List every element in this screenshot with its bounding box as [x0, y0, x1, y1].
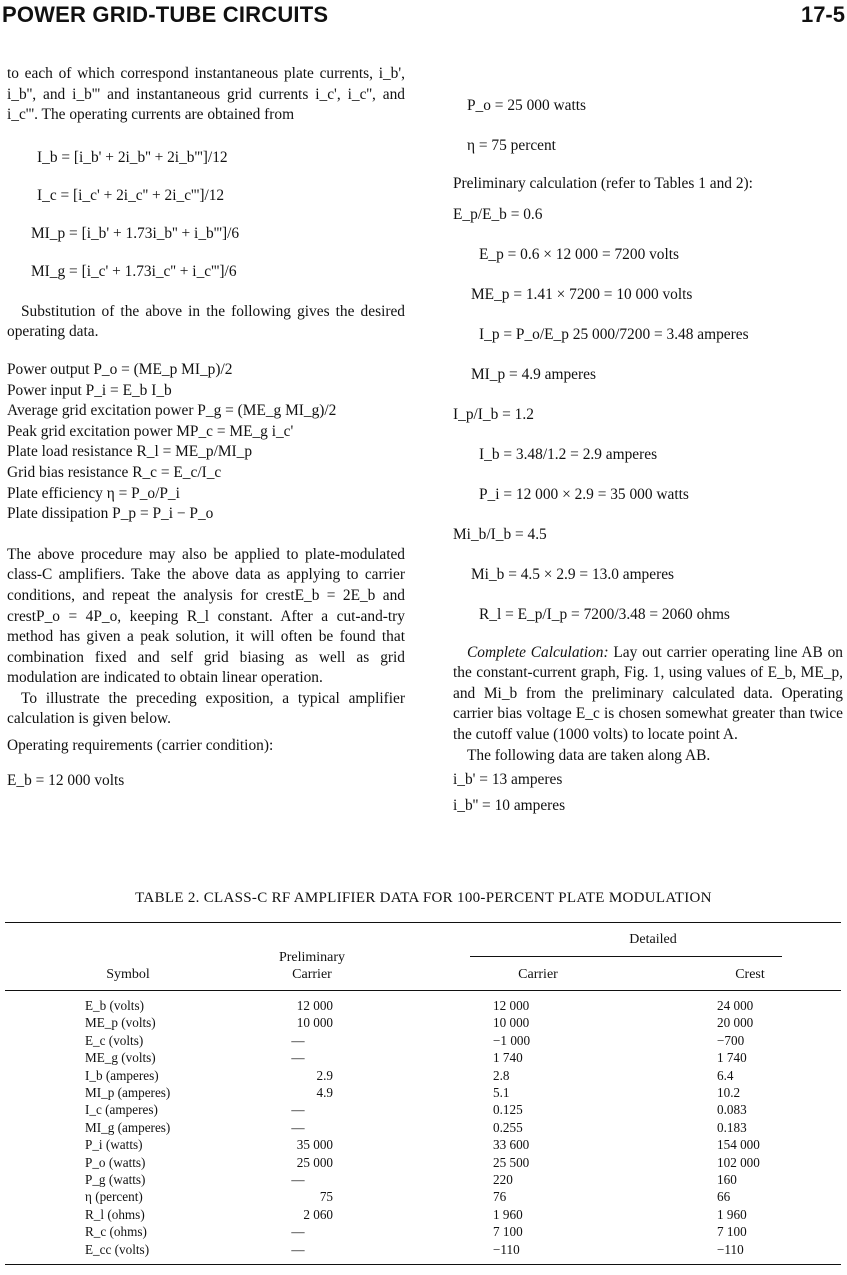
table-row	[5, 1137, 841, 1153]
cell-symbol: MI_p (amperes)	[85, 1085, 171, 1100]
equation-ib: I_b = [i_b' + 2i_b'' + 2i_b''']/12	[37, 148, 228, 166]
cell-symbol: η (percent)	[85, 1189, 143, 1205]
calc-mip: MI_p = 4.9 amperes	[471, 365, 596, 383]
cell-detailed-crest: 6.4	[717, 1067, 734, 1083]
cell-detailed-carrier: 1 960	[493, 1206, 523, 1222]
right-column	[453, 64, 843, 816]
header-detailed: Detailed	[629, 932, 677, 947]
cell-detailed-crest: 0.083	[717, 1102, 747, 1118]
cell-detailed-crest: 24 000	[717, 998, 754, 1013]
complete-calculation-paragraph	[453, 643, 843, 746]
cell-preliminary-carrier: 12 000	[296, 998, 333, 1013]
equation-ic: I_c = [i_c' + 2i_c'' + 2i_c''']/12	[37, 186, 225, 204]
cell-preliminary-carrier: 25 000	[296, 1154, 333, 1170]
cell-detailed-crest: 0.183	[717, 1119, 747, 1135]
cell-detailed-carrier: 2.8	[493, 1067, 510, 1083]
ib-prime: i_b' = 13 amperes	[453, 771, 563, 789]
cell-preliminary-carrier: 10 000	[296, 1015, 333, 1031]
page-number: 17-5	[800, 2, 845, 27]
complete-calculation-text: Lay out carrier operating line AB on the constant-current graph, Fig. 1, using values of E_b, ME_p, and Mi_b from the preliminary calculated data. Operating carrier bias voltage E_c is chosen somewhat greater than twice the cutoff value (1000 volts) to locate point A.	[453, 643, 843, 743]
equation-mip: MI_p = [i_b' + 1.73i_b'' + i_b''']/6	[31, 224, 240, 242]
running-title: POWER GRID-TUBE CIRCUITS	[2, 2, 329, 27]
header-preliminary: Preliminary	[278, 950, 346, 965]
cell-detailed-carrier: 76	[493, 1189, 507, 1205]
calc-ep-eb: E_p/E_b = 0.6	[453, 205, 543, 223]
cell-detailed-carrier: 10 000	[493, 1015, 530, 1031]
following-data: The following data are taken along AB.	[467, 746, 711, 764]
cell-preliminary-carrier: —	[291, 1102, 305, 1118]
table-row	[5, 1207, 841, 1223]
cell-preliminary-carrier: —	[291, 1119, 305, 1135]
def-grid-bias: Grid bias resistance R_c = E_c/I_c	[7, 463, 222, 481]
table-row	[5, 998, 841, 1014]
preliminary-heading: Preliminary calculation (refer to Tables 1 and 2):	[453, 175, 753, 192]
def-peak-grid-power: Peak grid excitation power MP_c = ME_g i_c'	[7, 422, 294, 440]
cell-preliminary-carrier: —	[291, 1032, 305, 1048]
cell-symbol: P_g (watts)	[85, 1172, 146, 1187]
cell-detailed-carrier: 7 100	[493, 1224, 523, 1240]
page-header	[0, 0, 847, 40]
illustrate-paragraph: To illustrate the preceding exposition, a typical amplifier calculation is given below.	[7, 689, 405, 728]
cell-detailed-carrier: 0.125	[493, 1102, 523, 1118]
calc-mep: ME_p = 1.41 × 7200 = 10 000 volts	[471, 285, 693, 303]
cell-preliminary-carrier: 2.9	[316, 1067, 333, 1083]
def-power-input: Power input P_i = E_b I_b	[7, 381, 172, 399]
calc-ib: I_b = 3.48/1.2 = 2.9 amperes	[479, 445, 658, 463]
cell-symbol: E_b (volts)	[85, 998, 144, 1013]
cell-detailed-crest: 154 000	[717, 1137, 760, 1153]
table-row	[5, 1242, 841, 1258]
cell-symbol: P_o (watts)	[85, 1154, 146, 1170]
header-crest: Crest	[735, 967, 765, 982]
cell-detailed-crest: 160	[717, 1172, 737, 1187]
detailed-underline	[470, 956, 782, 957]
cell-detailed-crest: 102 000	[717, 1154, 760, 1170]
def-power-output: Power output P_o = (ME_p MI_p)/2	[7, 360, 233, 378]
plate-modulated-paragraph: The above procedure may also be applied to plate-modulated class-C amplifiers. Take the above data as applying to carrier conditions, and repeat the analysis for crestE_b = 2E_b and crestP_o = 4P_o, keeping R_l constant. After a cut-and-try method has given a peak solution, it will often be found that combination fixed and self grid biasing as well as grid modulation are indicated to obtain linear operation.	[7, 545, 405, 687]
cell-detailed-carrier: 25 500	[493, 1154, 530, 1170]
table-row	[5, 1172, 841, 1188]
table-header-rule	[5, 990, 841, 991]
cell-detailed-crest: 66	[717, 1189, 731, 1205]
table-row	[5, 1102, 841, 1118]
cell-detailed-carrier: 1 740	[493, 1050, 523, 1066]
table-top-rule	[5, 922, 841, 923]
calc-pi: P_i = 12 000 × 2.9 = 35 000 watts	[479, 485, 689, 503]
cell-detailed-crest: 10.2	[717, 1085, 741, 1100]
calc-mib: Mi_b = 4.5 × 2.9 = 13.0 amperes	[471, 565, 675, 583]
cell-detailed-crest: 1 960	[717, 1206, 747, 1222]
cell-symbol: R_c (ohms)	[85, 1224, 147, 1240]
cell-detailed-carrier: 5.1	[493, 1085, 510, 1100]
cell-symbol: I_b (amperes)	[85, 1067, 159, 1083]
cell-preliminary-carrier: 4.9	[316, 1085, 333, 1100]
calc-rl: R_l = E_p/I_p = 7200/3.48 = 2060 ohms	[479, 605, 730, 623]
cell-detailed-crest: 20 000	[717, 1015, 754, 1031]
def-plate-dissipation: Plate dissipation P_p = P_i − P_o	[7, 505, 214, 523]
cell-detailed-carrier: 33 600	[493, 1137, 530, 1153]
table-caption: TABLE 2. CLASS-C RF AMPLIFIER DATA FOR 100-PERCENT PLATE MODULATION	[135, 890, 712, 906]
cell-detailed-carrier: −1 000	[493, 1032, 531, 1048]
cell-symbol: I_c (amperes)	[85, 1102, 158, 1118]
calc-ip: I_p = P_o/E_p 25 000/7200 = 3.48 amperes	[479, 325, 749, 343]
header-prelim-carrier: Carrier	[292, 967, 332, 982]
table-row	[5, 1120, 841, 1136]
equation-mig: MI_g = [i_c' + 1.73i_c'' + i_c''']/6	[31, 262, 237, 280]
def-plate-efficiency: Plate efficiency η = P_o/P_i	[7, 484, 180, 502]
def-plate-load: Plate load resistance R_l = ME_p/MI_p	[7, 443, 253, 461]
table-bottom-rule	[5, 1264, 841, 1265]
table-row	[5, 1050, 841, 1066]
cell-detailed-crest: −110	[717, 1241, 744, 1257]
table-row	[5, 1224, 841, 1240]
cell-preliminary-carrier: 35 000	[296, 1137, 333, 1153]
cell-symbol: MI_g (amperes)	[85, 1119, 171, 1135]
table-row	[5, 1189, 841, 1205]
cell-symbol: ME_g (volts)	[85, 1050, 156, 1066]
header-symbol: Symbol	[106, 967, 150, 982]
eta-value: η = 75 percent	[467, 137, 556, 154]
cell-preliminary-carrier: —	[291, 1050, 305, 1066]
cell-detailed-carrier: −110	[493, 1241, 520, 1257]
complete-calculation-title: Complete Calculation:	[467, 643, 609, 661]
substitution-paragraph: Substitution of the above in the following gives the desired operating data.	[7, 302, 405, 341]
cell-symbol: ME_p (volts)	[85, 1015, 156, 1031]
table-row	[5, 1085, 841, 1101]
table-row	[5, 1033, 841, 1049]
cell-symbol: P_i (watts)	[85, 1137, 143, 1153]
def-avg-grid-power: Average grid excitation power P_g = (ME_g MI_g)/2	[7, 402, 337, 420]
cell-preliminary-carrier: —	[291, 1172, 305, 1187]
cell-symbol: E_cc (volts)	[85, 1241, 150, 1257]
cell-preliminary-carrier: —	[291, 1241, 305, 1257]
calc-ip-ib: I_p/I_b = 1.2	[453, 405, 534, 423]
eb-value: E_b = 12 000 volts	[7, 771, 125, 789]
left-column	[7, 64, 405, 791]
cell-preliminary-carrier: 75	[319, 1189, 333, 1205]
cell-detailed-carrier: 0.255	[493, 1119, 523, 1135]
cell-detailed-crest: −700	[717, 1032, 745, 1048]
calc-ep: E_p = 0.6 × 12 000 = 7200 volts	[479, 245, 680, 263]
calc-mib-ib: Mi_b/I_b = 4.5	[453, 525, 547, 543]
cell-detailed-carrier: 12 000	[493, 998, 530, 1013]
ib-double-prime: i_b'' = 10 amperes	[453, 797, 566, 815]
cell-symbol: E_c (volts)	[85, 1032, 144, 1048]
operating-requirements: Operating requirements (carrier condition):	[7, 737, 274, 755]
po-value: P_o = 25 000 watts	[467, 97, 586, 114]
intro-paragraph: to each of which correspond instantaneous plate currents, i_b', i_b'', and i_b''' and instantaneous grid currents i_c', i_c'', and i_c'''. The operating currents are obtained from	[7, 65, 405, 124]
cell-detailed-carrier: 220	[493, 1172, 513, 1187]
cell-preliminary-carrier: 2 060	[303, 1206, 333, 1222]
cell-detailed-crest: 1 740	[717, 1050, 747, 1066]
table-row	[5, 1068, 841, 1084]
table-row	[5, 1015, 841, 1031]
table-row	[5, 1155, 841, 1171]
cell-symbol: R_l (ohms)	[85, 1206, 145, 1222]
cell-detailed-crest: 7 100	[717, 1224, 747, 1240]
cell-preliminary-carrier: —	[291, 1224, 305, 1240]
header-carrier: Carrier	[518, 967, 558, 982]
